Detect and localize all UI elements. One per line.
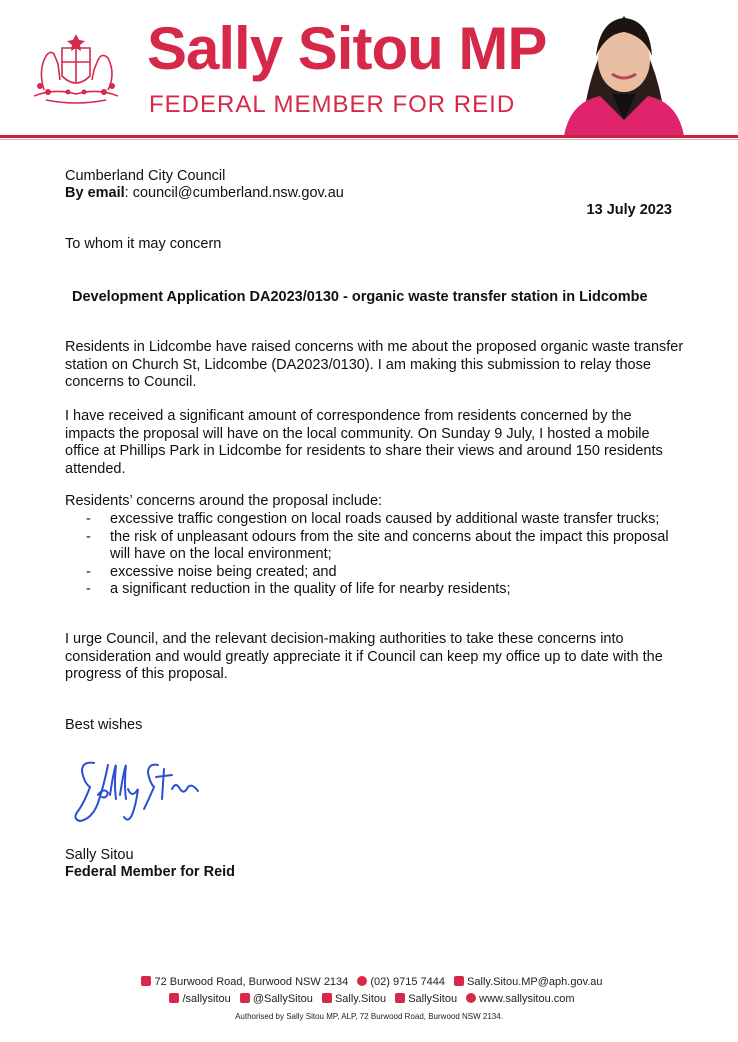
header-rule <box>0 135 738 138</box>
list-item <box>86 529 686 564</box>
concerns-list <box>86 511 686 599</box>
list-item-text: excessive traffic congestion on local roads caused by additional waste transfer trucks; <box>110 511 660 527</box>
footer-snapchat[interactable]: SallySitou <box>408 993 458 1005</box>
coat-of-arms-logo <box>24 30 128 108</box>
paragraph-1: Residents in Lidcombe have raised concerns with me about the proposed organic waste transfer station on Church St, Lidcombe (DA2023/0130). I am making this submission to relay those concerns to Council. <box>65 339 684 390</box>
footer-address: 72 Burwood Road, Burwood NSW 2134 <box>154 976 349 988</box>
email-icon <box>454 976 464 986</box>
signatory-title: Federal Member for Reid <box>65 864 236 880</box>
signatory-name: Sally Sitou <box>65 847 134 863</box>
recipient: Cumberland City Council <box>65 168 226 184</box>
list-item <box>86 581 686 599</box>
paragraph-3: I urge Council, and the relevant decision-making authorities to take these concerns into consideration and would greatly appreciate it if Council can keep my office up to date with the progress of this proposal. <box>65 631 663 682</box>
email-label: By email <box>65 185 125 201</box>
concerns-intro: Residents’ concerns around the proposal include: <box>65 493 383 509</box>
list-item <box>86 564 686 582</box>
letter-date: 13 July 2023 <box>586 202 672 218</box>
list-item-text: a significant reduction in the quality of life for nearby residents; <box>110 581 511 597</box>
footer-social-row <box>0 991 738 1008</box>
footer-website[interactable]: www.sallysitou.com <box>479 993 575 1005</box>
bullet-marker: - <box>86 511 91 527</box>
footer-facebook[interactable]: /sallysitou <box>182 993 231 1005</box>
subject-line: Development Application DA2023/0130 - organic waste transfer station in Lidcombe <box>72 289 648 305</box>
footer-phone: (02) 9715 7444 <box>370 976 445 988</box>
footer-twitter[interactable]: @SallySitou <box>252 993 313 1005</box>
recipient-email-line <box>65 185 344 203</box>
bullet-marker: - <box>86 581 91 597</box>
member-name: Sally Sitou MP <box>147 15 547 82</box>
website-icon <box>466 993 476 1003</box>
authorisation-statement: Authorised by Sally Sitou MP, ALP, 72 Burwood Road, Burwood NSW 2134. <box>235 1012 503 1021</box>
location-icon <box>141 976 151 986</box>
snapchat-icon <box>395 993 405 1003</box>
letterhead <box>0 0 738 140</box>
phone-icon <box>357 976 367 986</box>
list-item <box>86 511 686 529</box>
handwritten-signature <box>68 755 208 827</box>
salutation: To whom it may concern <box>65 236 222 252</box>
facebook-icon <box>169 993 179 1003</box>
footer-instagram[interactable]: Sally.Sitou <box>334 993 387 1005</box>
instagram-icon <box>322 993 332 1003</box>
footer-contact-row <box>0 974 738 991</box>
footer <box>0 974 738 1024</box>
twitter-icon <box>240 993 250 1003</box>
bullet-marker: - <box>86 528 91 545</box>
paragraph-2: I have received a significant amount of correspondence from residents concerned by the impacts the proposal will have on the local community. On Sunday 9 July, I hosted a mobile office at Phillips Park in Lidcombe for residents to share their views and around 150 residents attended. <box>65 408 663 477</box>
recipient-email: : council@cumberland.nsw.gov.au <box>124 185 344 201</box>
member-portrait <box>560 2 688 136</box>
list-item-text: the risk of unpleasant odours from the site and concerns about the impact this proposal will have on the local environment; <box>110 528 669 562</box>
header-rule-thin <box>0 139 738 140</box>
bullet-marker: - <box>86 563 91 580</box>
member-title: FEDERAL MEMBER FOR REID <box>149 91 516 118</box>
list-item-text: excessive noise being created; and <box>110 563 337 580</box>
closing: Best wishes <box>65 717 143 733</box>
footer-email[interactable]: Sally.Sitou.MP@aph.gov.au <box>467 976 603 988</box>
